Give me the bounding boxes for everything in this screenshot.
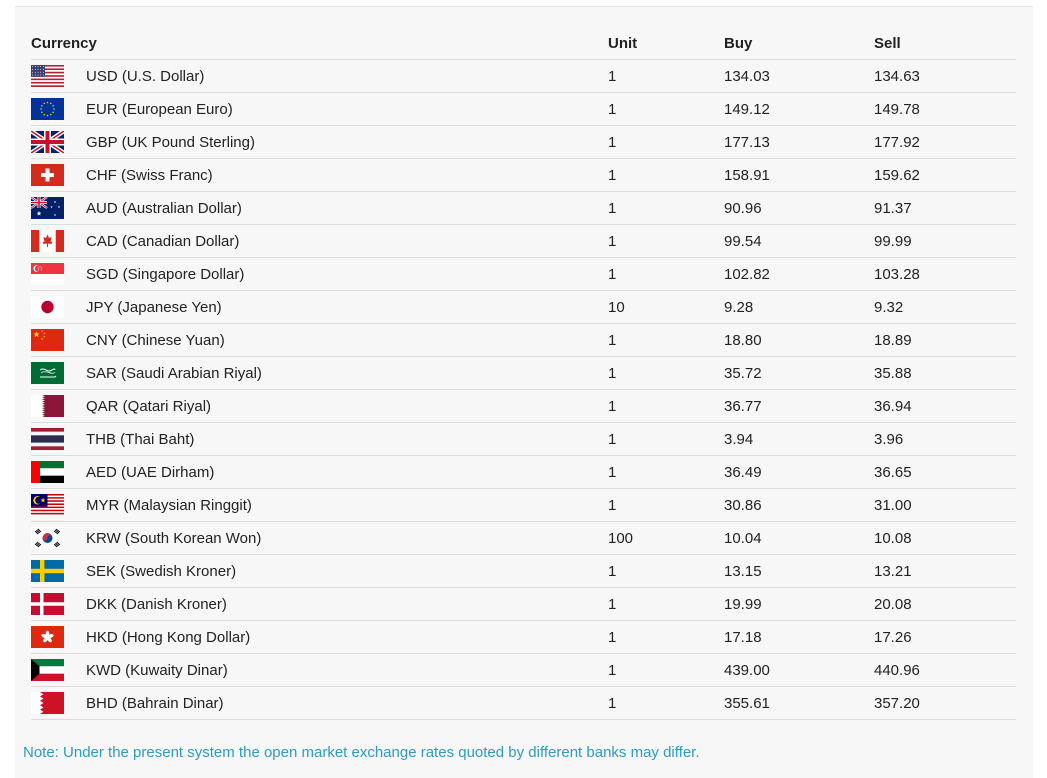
currency-name: AED (UAE Dirham) [86, 456, 608, 489]
sell-value: 177.92 [874, 126, 1016, 159]
table-row [31, 93, 1016, 126]
unit-value: 1 [608, 456, 724, 489]
flag-cell [31, 225, 86, 258]
buy-value: 177.13 [724, 126, 874, 159]
unit-value: 100 [608, 522, 724, 555]
table-row [31, 357, 1016, 390]
currency-name: CHF (Swiss Franc) [86, 159, 608, 192]
sell-value: 36.94 [874, 390, 1016, 423]
table-row [31, 423, 1016, 456]
flag-bh-icon [31, 692, 64, 714]
buy-value: 13.15 [724, 555, 874, 588]
flag-cell [31, 192, 86, 225]
flag-cell [31, 522, 86, 555]
sell-value: 91.37 [874, 192, 1016, 225]
sell-value: 35.88 [874, 357, 1016, 390]
flag-cell [31, 60, 86, 93]
buy-value: 36.49 [724, 456, 874, 489]
flag-ae-icon [31, 461, 64, 483]
table-row [31, 390, 1016, 423]
sell-value: 440.96 [874, 654, 1016, 687]
unit-value: 1 [608, 192, 724, 225]
table-row [31, 588, 1016, 621]
currency-name: HKD (Hong Kong Dollar) [86, 621, 608, 654]
flag-us-icon [31, 65, 64, 87]
currency-name: SEK (Swedish Kroner) [86, 555, 608, 588]
flag-se-icon [31, 560, 64, 582]
buy-value: 36.77 [724, 390, 874, 423]
flag-eu-icon [31, 98, 64, 120]
flag-sg-icon [31, 263, 64, 285]
table-row [31, 291, 1016, 324]
table-row [31, 60, 1016, 93]
sell-value: 134.63 [874, 60, 1016, 93]
currency-name: SGD (Singapore Dollar) [86, 258, 608, 291]
buy-value: 158.91 [724, 159, 874, 192]
table-row [31, 456, 1016, 489]
flag-cell [31, 390, 86, 423]
flag-sa-icon [31, 362, 64, 384]
flag-cell [31, 588, 86, 621]
flag-kw-icon [31, 659, 64, 681]
sell-value: 13.21 [874, 555, 1016, 588]
flag-cn-icon [31, 329, 64, 351]
flag-kr-icon [31, 527, 64, 549]
table-row [31, 555, 1016, 588]
currency-name: USD (U.S. Dollar) [86, 60, 608, 93]
currency-name: THB (Thai Baht) [86, 423, 608, 456]
sell-value: 3.96 [874, 423, 1016, 456]
buy-value: 17.18 [724, 621, 874, 654]
flag-cell [31, 456, 86, 489]
currency-name: DKK (Danish Kroner) [86, 588, 608, 621]
sell-value: 10.08 [874, 522, 1016, 555]
currency-name: GBP (UK Pound Sterling) [86, 126, 608, 159]
currency-name: MYR (Malaysian Ringgit) [86, 489, 608, 522]
currency-name: KWD (Kuwaity Dinar) [86, 654, 608, 687]
unit-value: 1 [608, 60, 724, 93]
sell-value: 103.28 [874, 258, 1016, 291]
currency-name: JPY (Japanese Yen) [86, 291, 608, 324]
currency-name: SAR (Saudi Arabian Riyal) [86, 357, 608, 390]
buy-value: 35.72 [724, 357, 874, 390]
sell-value: 149.78 [874, 93, 1016, 126]
unit-value: 1 [608, 258, 724, 291]
flag-cell [31, 423, 86, 456]
unit-value: 1 [608, 423, 724, 456]
sell-value: 99.99 [874, 225, 1016, 258]
buy-value: 355.61 [724, 687, 874, 720]
buy-value: 90.96 [724, 192, 874, 225]
buy-value: 3.94 [724, 423, 874, 456]
unit-value: 10 [608, 291, 724, 324]
flag-cell [31, 654, 86, 687]
buy-value: 9.28 [724, 291, 874, 324]
buy-value: 99.54 [724, 225, 874, 258]
currency-name: CNY (Chinese Yuan) [86, 324, 608, 357]
unit-value: 1 [608, 654, 724, 687]
flag-dk-icon [31, 593, 64, 615]
unit-value: 1 [608, 126, 724, 159]
buy-value: 102.82 [724, 258, 874, 291]
unit-value: 1 [608, 357, 724, 390]
table-row [31, 489, 1016, 522]
flag-cell [31, 324, 86, 357]
sell-value: 31.00 [874, 489, 1016, 522]
unit-value: 1 [608, 489, 724, 522]
disclaimer-note: Note: Under the present system the open market exchange rates quoted by different banks may differ. [23, 744, 700, 761]
buy-value: 134.03 [724, 60, 874, 93]
buy-value: 149.12 [724, 93, 874, 126]
flag-cell [31, 159, 86, 192]
flag-my-icon [31, 494, 64, 516]
header-buy: Buy [724, 28, 874, 60]
flag-cell [31, 687, 86, 720]
unit-value: 1 [608, 324, 724, 357]
flag-th-icon [31, 428, 64, 450]
table-row [31, 258, 1016, 291]
buy-value: 18.80 [724, 324, 874, 357]
flag-ca-icon [31, 230, 64, 252]
unit-value: 1 [608, 621, 724, 654]
exchange-rates-table [31, 28, 1016, 720]
sell-value: 20.08 [874, 588, 1016, 621]
table-row [31, 126, 1016, 159]
table-row [31, 687, 1016, 720]
flag-cell [31, 357, 86, 390]
sell-value: 17.26 [874, 621, 1016, 654]
flag-au-icon [31, 197, 64, 219]
currency-name: CAD (Canadian Dollar) [86, 225, 608, 258]
buy-value: 10.04 [724, 522, 874, 555]
table-row [31, 324, 1016, 357]
flag-cell [31, 258, 86, 291]
sell-value: 36.65 [874, 456, 1016, 489]
sell-value: 9.32 [874, 291, 1016, 324]
currency-name: EUR (European Euro) [86, 93, 608, 126]
unit-value: 1 [608, 390, 724, 423]
table-row [31, 225, 1016, 258]
flag-ch-icon [31, 164, 64, 186]
buy-value: 439.00 [724, 654, 874, 687]
table-row [31, 522, 1016, 555]
sell-value: 18.89 [874, 324, 1016, 357]
flag-cell [31, 555, 86, 588]
currency-name: KRW (South Korean Won) [86, 522, 608, 555]
unit-value: 1 [608, 93, 724, 126]
table-row [31, 621, 1016, 654]
buy-value: 19.99 [724, 588, 874, 621]
sell-value: 159.62 [874, 159, 1016, 192]
unit-value: 1 [608, 687, 724, 720]
unit-value: 1 [608, 159, 724, 192]
flag-cell [31, 621, 86, 654]
table-row [31, 192, 1016, 225]
unit-value: 1 [608, 588, 724, 621]
table-header-row [31, 28, 1016, 60]
table-row [31, 159, 1016, 192]
flag-cell [31, 291, 86, 324]
header-currency: Currency [31, 28, 608, 60]
currency-name: AUD (Australian Dollar) [86, 192, 608, 225]
header-sell: Sell [874, 28, 1016, 60]
table-row [31, 654, 1016, 687]
currency-name: QAR (Qatari Riyal) [86, 390, 608, 423]
flag-qa-icon [31, 395, 64, 417]
flag-cell [31, 93, 86, 126]
flag-cell [31, 126, 86, 159]
flag-gb-icon [31, 131, 64, 153]
buy-value: 30.86 [724, 489, 874, 522]
rates-panel [15, 6, 1033, 778]
unit-value: 1 [608, 225, 724, 258]
header-unit: Unit [608, 28, 724, 60]
flag-cell [31, 489, 86, 522]
sell-value: 357.20 [874, 687, 1016, 720]
flag-jp-icon [31, 296, 64, 318]
currency-name: BHD (Bahrain Dinar) [86, 687, 608, 720]
unit-value: 1 [608, 555, 724, 588]
flag-hk-icon [31, 626, 64, 648]
